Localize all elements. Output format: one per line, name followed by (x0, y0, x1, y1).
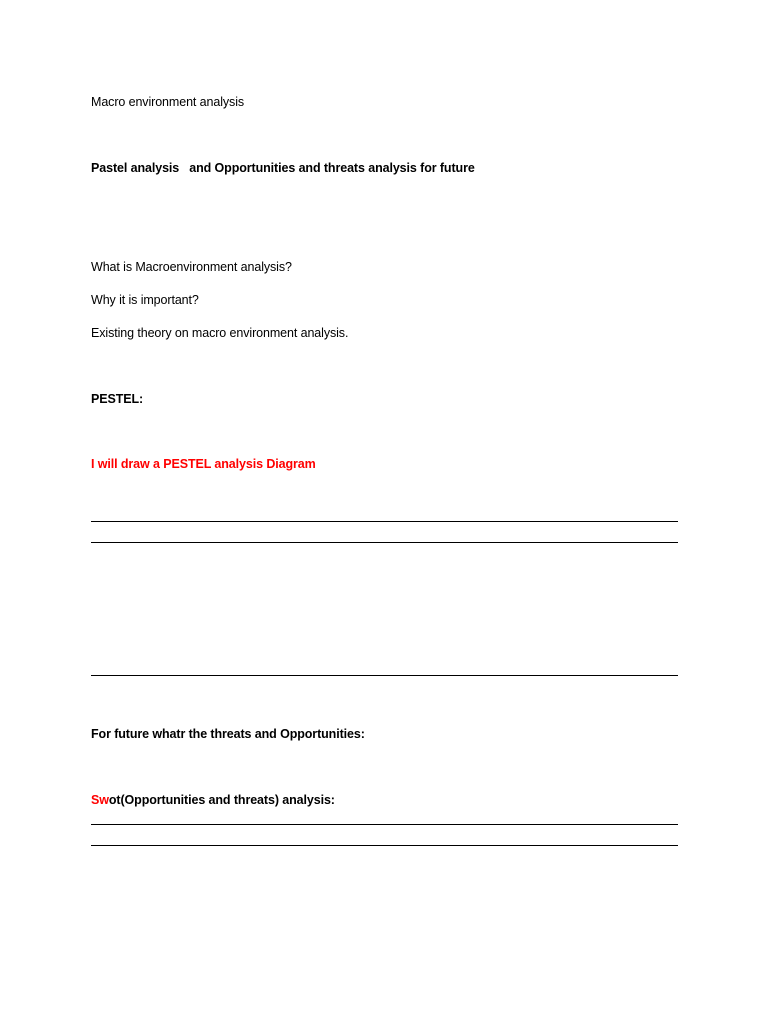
divider-rule (91, 542, 678, 543)
divider-rule (91, 845, 678, 846)
pestel-heading: PESTEL: (91, 392, 144, 406)
question-1: What is Macroenvironment analysis? (91, 260, 292, 274)
swot-heading-red-part: Sw (91, 793, 109, 807)
swot-heading-rest: ot(Opportunities and threats) analysis: (108, 793, 335, 807)
future-heading: For future whatr the threats and Opportunities: (91, 727, 365, 741)
divider-rule (91, 521, 678, 522)
question-3: Existing theory on macro environment analysis. (91, 326, 349, 340)
divider-rule (91, 675, 678, 676)
document-title: Macro environment analysis (91, 95, 245, 109)
swot-heading (91, 792, 335, 808)
divider-rule (91, 824, 678, 825)
document-subtitle: Pastel analysis and Opportunities and threats analysis for future (91, 161, 475, 175)
pestel-note: I will draw a PESTEL analysis Diagram (91, 457, 316, 471)
question-2: Why it is important? (91, 293, 199, 307)
